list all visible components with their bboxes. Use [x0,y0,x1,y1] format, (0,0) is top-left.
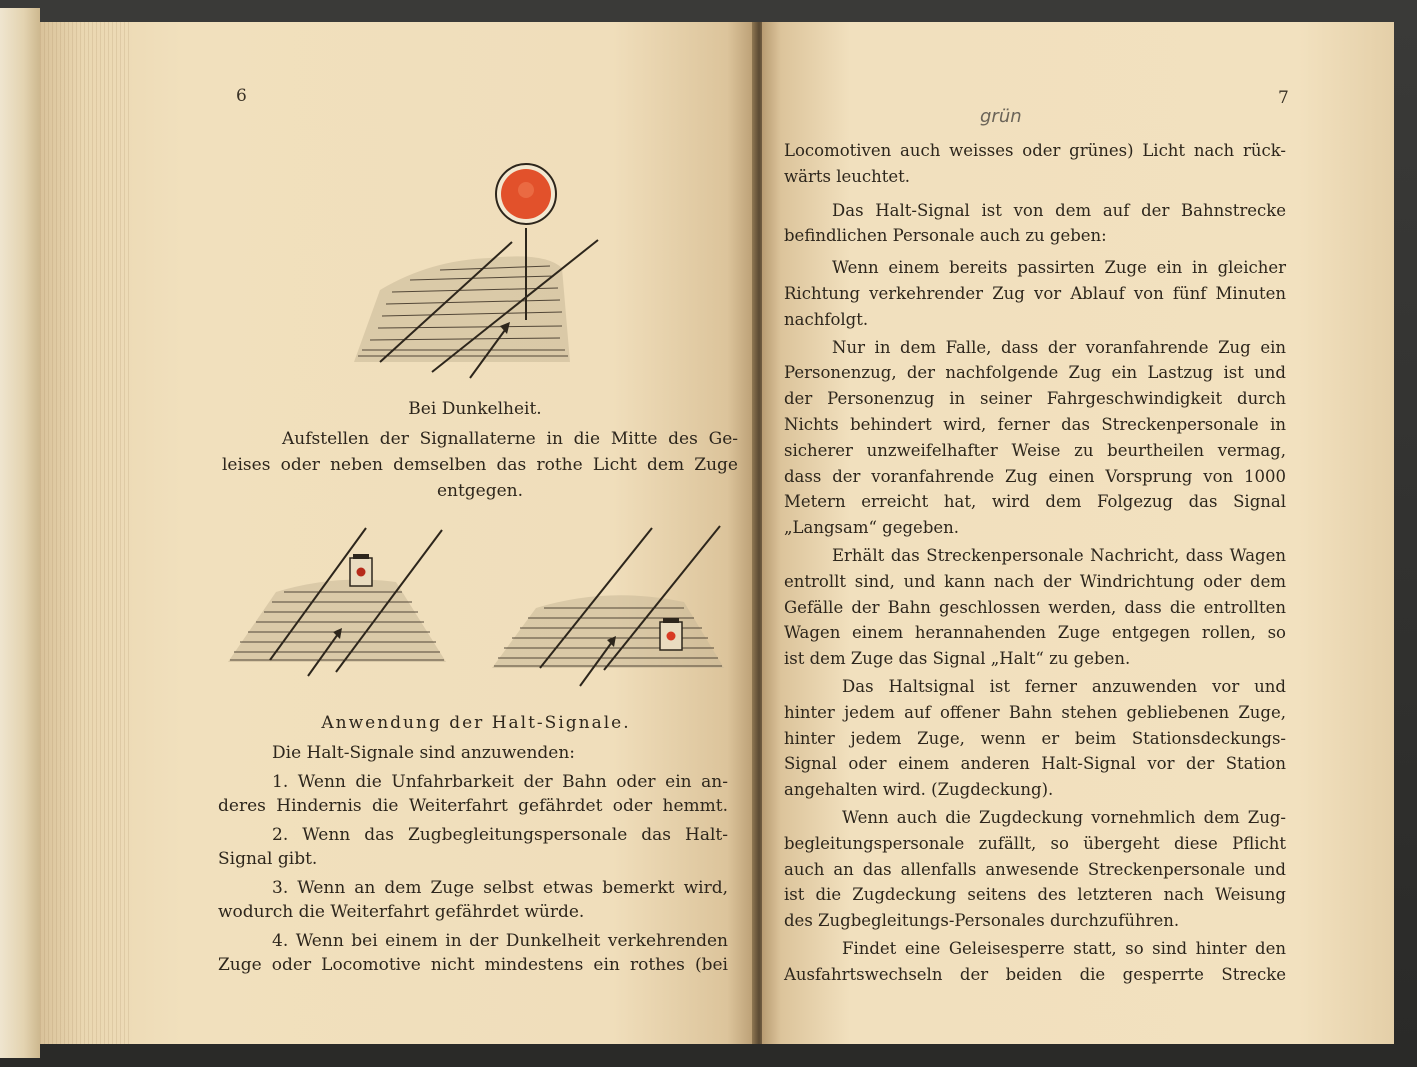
lantern-between-rails-illustration [226,522,456,682]
list-item: 4. Wenn bei einem in der Dunkelheit verkehrenden Zuge oder Locomotive nicht mindestens ein rothes (bei [218,931,728,975]
paragraph: Findet eine Geleisesperre statt, so sind hinter den Ausfahrtswechseln der beiden die gesperrte Strecke [784,938,1286,984]
left-page-number: 6 [236,86,247,106]
lantern-beside-rails-illustration [488,522,728,692]
caption-line: leises oder neben demselben das rothe Licht dem Zuge [222,455,738,475]
caption-line: Aufstellen der Signallaterne in die Mitte des Ge- [282,429,738,449]
paragraph: Das Haltsignal ist ferner anzuwenden vor und hinter jedem auf offener Bahn stehen gebliebenen Zuge, hinter jedem Zuge, wenn er beim Stationsdeckungs- Signal oder einem anderen Halt-Signal vor der Station angehalten wird. (Zugdeckung). [784,676,1286,800]
paragraph: Wenn auch die Zugdeckung vornehmlich dem Zug- begleitungspersonale zufällt, so übergeht diese Pflicht auch an das allenfalls anwesende Streckenpersonale und ist die Zugdeckung seitens des letzteren nach Weisung des Zugbegleitungs-Personales durchzuführen. [784,807,1286,931]
paragraph: Erhält das Streckenpersonale Nachricht, dass Wagen entrollt sind, und kann nach der Windrichtung oder dem Gefälle der Bahn geschlossen werden, dass die entrollten Wagen einem herannahenden Zuge entgegen rollen, so ist dem Zuge das Signal „Halt“ zu geben. [784,545,1286,669]
paragraph: Wenn einem bereits passirten Zuge ein in gleicher Richtung verkehrender Zug vor Ablauf von fünf Minuten nachfolgt. [784,258,1286,329]
disc-signal-illustration [340,140,600,390]
book-cover-edge [0,8,40,1058]
caption-line: entgegen. [436,481,524,501]
right-page-number: 7 [1278,88,1289,108]
page-edges [40,22,132,1044]
list-item: 3. Wenn an dem Zuge selbst etwas bemerkt wird, wodurch die Weiterfahrt gefährdet würde. [218,878,728,922]
paragraph: Locomotiven auch weisses oder grünes) Licht nach rück- wärts leuchtet. [784,141,1286,186]
caption-title: Bei Dunkelheit. [408,399,542,419]
list-item: 1. Wenn die Unfahrbarkeit der Bahn oder ein an- deres Hindernis die Weiterfahrt gefährdet oder hemmt. [218,772,728,816]
right-page [762,22,1394,1044]
paragraph: Nur in dem Falle, dass der voranfahrende Zug ein Personenzug, der nachfolgende Zug ein Lastzug ist und der Personenzug in seiner Fahrgeschwindigkeit durch Nichts behindert wird, ferner das Streckenpersonale in sicherer unzweifelhafter Weise zu beurtheilen vermag, dass der voranfahrende Zug einen Vorsprung von 1000 Metern erreicht hat, wird dem Folgezug das Signal „Langsam“ gegeben. [784,337,1286,538]
pencil-annotation: grün [980,106,1022,127]
list-item: 2. Wenn das Zugbegleitungspersonale das Halt- Signal gibt. [218,825,728,869]
paragraph: Das Halt-Signal ist von dem auf der Bahnstrecke befindlichen Personale auch zu geben: [784,200,1286,246]
section-heading: Anwendung der Halt-Signale. [321,713,631,733]
section-intro: Die Halt-Signale sind anzuwenden: [272,743,576,763]
left-page [40,22,756,1044]
